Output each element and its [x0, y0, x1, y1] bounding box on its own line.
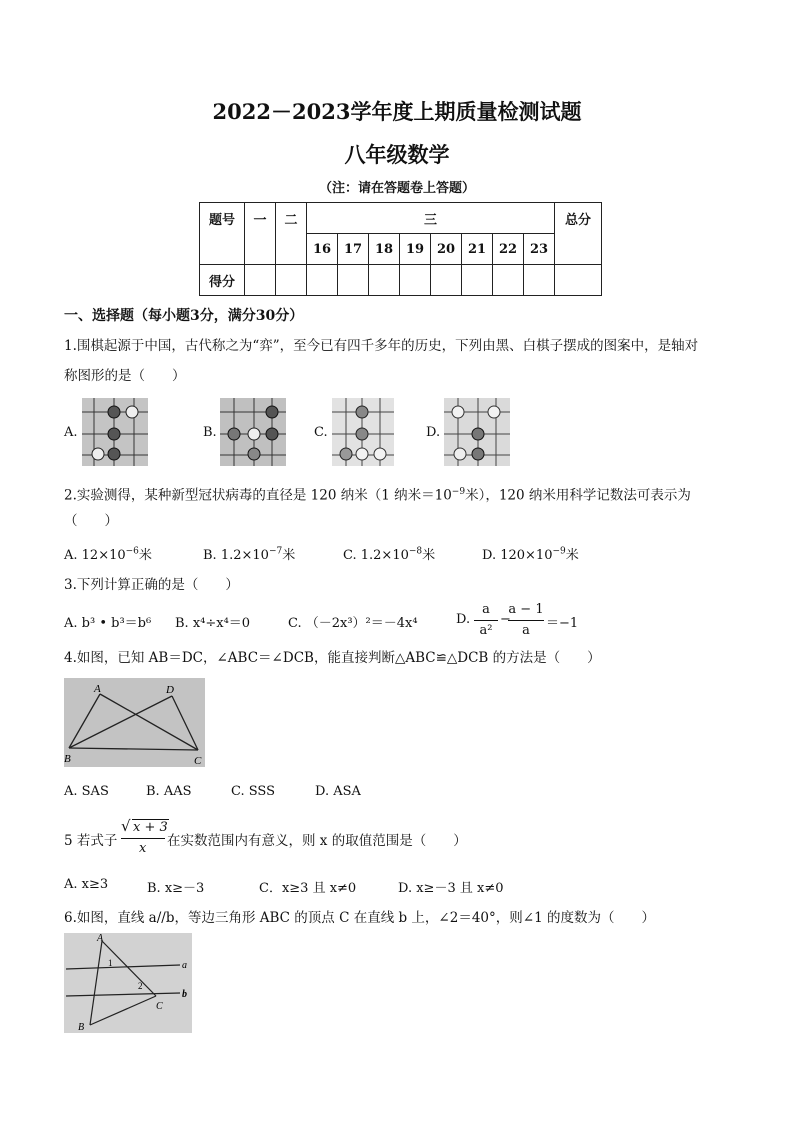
q2-option-c-sup: −8: [408, 546, 423, 557]
q5-frac-bar: [121, 838, 165, 839]
q1-option-d-label: D.: [426, 425, 441, 440]
q3-option-a: A. b³ • b³＝b⁶: [64, 616, 152, 631]
q2-option-c: [343, 544, 435, 563]
q1-text-line1: 1.围棋起源于中国，古代称之为“弈”，至今已有四千多年的历史，下列由黑、白棋子摆成的图案中，是轴对: [64, 338, 699, 354]
score-cell: [369, 265, 400, 296]
q3-frac2-den: a: [522, 623, 530, 638]
q1-text-line2: 称图形的是（ ）: [64, 368, 186, 384]
col-total: 总分: [555, 203, 602, 265]
q5-prefix: 5 若式子: [64, 833, 118, 849]
q2-option-a-sup: −6: [125, 546, 139, 557]
q3-option-c: C. （－2x³）²＝－4x⁴: [288, 616, 418, 631]
q5-option-b: B. x≥－3: [147, 881, 205, 896]
q3-frac2-bar: [508, 620, 544, 621]
q2-text-b: 米），120 纳米用科学记数法可表示为: [465, 487, 691, 504]
sub-col: 20: [431, 234, 462, 265]
q2-option-a-pre: A. 12×10: [64, 548, 126, 563]
q4-label-c: C: [194, 755, 202, 767]
q4-label-b: B: [64, 753, 71, 765]
score-cell: [493, 265, 524, 296]
q3-option-d-label: D.: [456, 612, 471, 627]
q5-sqrt-content: x + 3: [133, 820, 168, 835]
q1-option-a-label: A.: [64, 425, 78, 440]
q2-option-a: [64, 544, 152, 563]
q2-option-c-pre: C. 1.2×10: [343, 548, 409, 563]
q3-option-b: B. x⁴÷x⁴＝0: [175, 616, 251, 631]
q4-option-b: B. AAS: [146, 784, 192, 799]
q4-label-d: D: [166, 684, 174, 696]
score-cell: [338, 265, 369, 296]
q6-text: 6.如图，直线 a//b，等边三角形 ABC 的顶点 C 在直线 b 上，∠2＝40°，则∠1 的度数为（ ）: [64, 910, 655, 926]
q3-frac2-num: a − 1: [508, 602, 544, 617]
q6-label-b: B: [78, 1022, 85, 1033]
q1-option-d-figure: [444, 398, 510, 466]
col-three: 三: [307, 203, 555, 234]
q3-rhs: ＝−1: [546, 616, 579, 631]
q2-option-c-post: 米: [422, 548, 436, 563]
q5-option-c: C．x≥3 且 x≠0: [259, 881, 357, 896]
q6-label-2: 2: [138, 981, 143, 991]
q2-text-line1: [64, 482, 691, 506]
label-defen: 得分: [200, 265, 245, 296]
sub-col: 17: [338, 234, 369, 265]
q4-figure: [64, 678, 205, 767]
q6-label-a: A: [97, 933, 104, 944]
q5-denominator: x: [139, 841, 147, 856]
q2-option-d-post: 米: [565, 548, 579, 563]
q1-option-b-figure: [220, 398, 286, 466]
q2-option-b: [203, 544, 295, 563]
q2-option-d-sup: −9: [552, 546, 566, 557]
q5-option-a: A. x≥3: [64, 877, 109, 892]
sub-col: 16: [307, 234, 338, 265]
score-cell: [307, 265, 338, 296]
exam-title: 2022－2023学年度上期质量检测试题: [212, 99, 582, 124]
section-heading: 一、选择题（每小题3分，满分30分）: [64, 308, 304, 324]
sub-col: 23: [524, 234, 555, 265]
q1-option-c-figure: [332, 398, 394, 466]
score-cell: [276, 265, 307, 296]
score-cell: [555, 265, 602, 296]
q6-label-line-b: b: [182, 989, 187, 1000]
q5-suffix: 在实数范围内有意义，则 x 的取值范围是（ ）: [167, 833, 467, 849]
q6-label-line-a: a: [182, 960, 187, 971]
q1-option-b-label: B.: [203, 425, 217, 440]
score-cell: [431, 265, 462, 296]
q2-exponent: −9: [451, 487, 466, 497]
q5-expression: [121, 817, 167, 859]
q3-frac1-num: a: [482, 602, 490, 617]
label-tihao: 题号: [200, 203, 245, 265]
q2-option-d-pre: D. 120×10: [482, 548, 553, 563]
q4-text: 4.如图，已知 AB＝DC，∠ABC＝∠DCB，能直接判断△ABC≌△DCB 的方法是（ ）: [64, 650, 601, 666]
q3-text: 3.下列计算正确的是（ ）: [64, 577, 239, 593]
exam-subtitle: 八年级数学: [344, 142, 450, 167]
sub-col: 21: [462, 234, 493, 265]
col-two: 二: [276, 203, 307, 265]
q2-text-a: 2.实验测得，某种新型冠状病毒的直径是 120 纳米（1 纳米＝10: [64, 487, 452, 504]
q3-minus: −: [500, 612, 511, 627]
score-table: [199, 202, 602, 296]
score-cell: [400, 265, 431, 296]
sub-col: 19: [400, 234, 431, 265]
score-cell: [524, 265, 555, 296]
q2-option-d: [482, 544, 579, 563]
q5-option-d: D. x≥－3 且 x≠0: [398, 881, 504, 896]
q6-label-1: 1: [108, 958, 113, 968]
q2-option-b-pre: B. 1.2×10: [203, 548, 269, 563]
score-cell: [245, 265, 276, 296]
q3-frac1-den: a²: [479, 623, 493, 638]
q4-label-a: A: [94, 683, 101, 695]
exam-note: （注：请在答题卷上答题）: [318, 181, 475, 196]
q2-option-b-post: 米: [282, 548, 296, 563]
score-cell: [462, 265, 493, 296]
sub-col: 18: [369, 234, 400, 265]
q4-option-a: A. SAS: [64, 784, 109, 799]
q4-option-c: C. SSS: [231, 784, 276, 799]
col-one: 一: [245, 203, 276, 265]
sub-col: 22: [493, 234, 524, 265]
q6-label-c: C: [156, 1001, 163, 1012]
q5-sqrt-sign: √: [121, 817, 131, 835]
q6-figure: [64, 933, 192, 1033]
q2-text-line2: （ ）: [64, 513, 118, 529]
q2-option-a-post: 米: [138, 548, 152, 563]
q1-option-a-figure: [82, 398, 148, 466]
q2-option-b-sup: −7: [268, 546, 283, 557]
q3-frac1-bar: [474, 620, 498, 621]
q4-option-d: D. ASA: [315, 784, 361, 799]
q1-option-c-label: C.: [314, 425, 328, 440]
